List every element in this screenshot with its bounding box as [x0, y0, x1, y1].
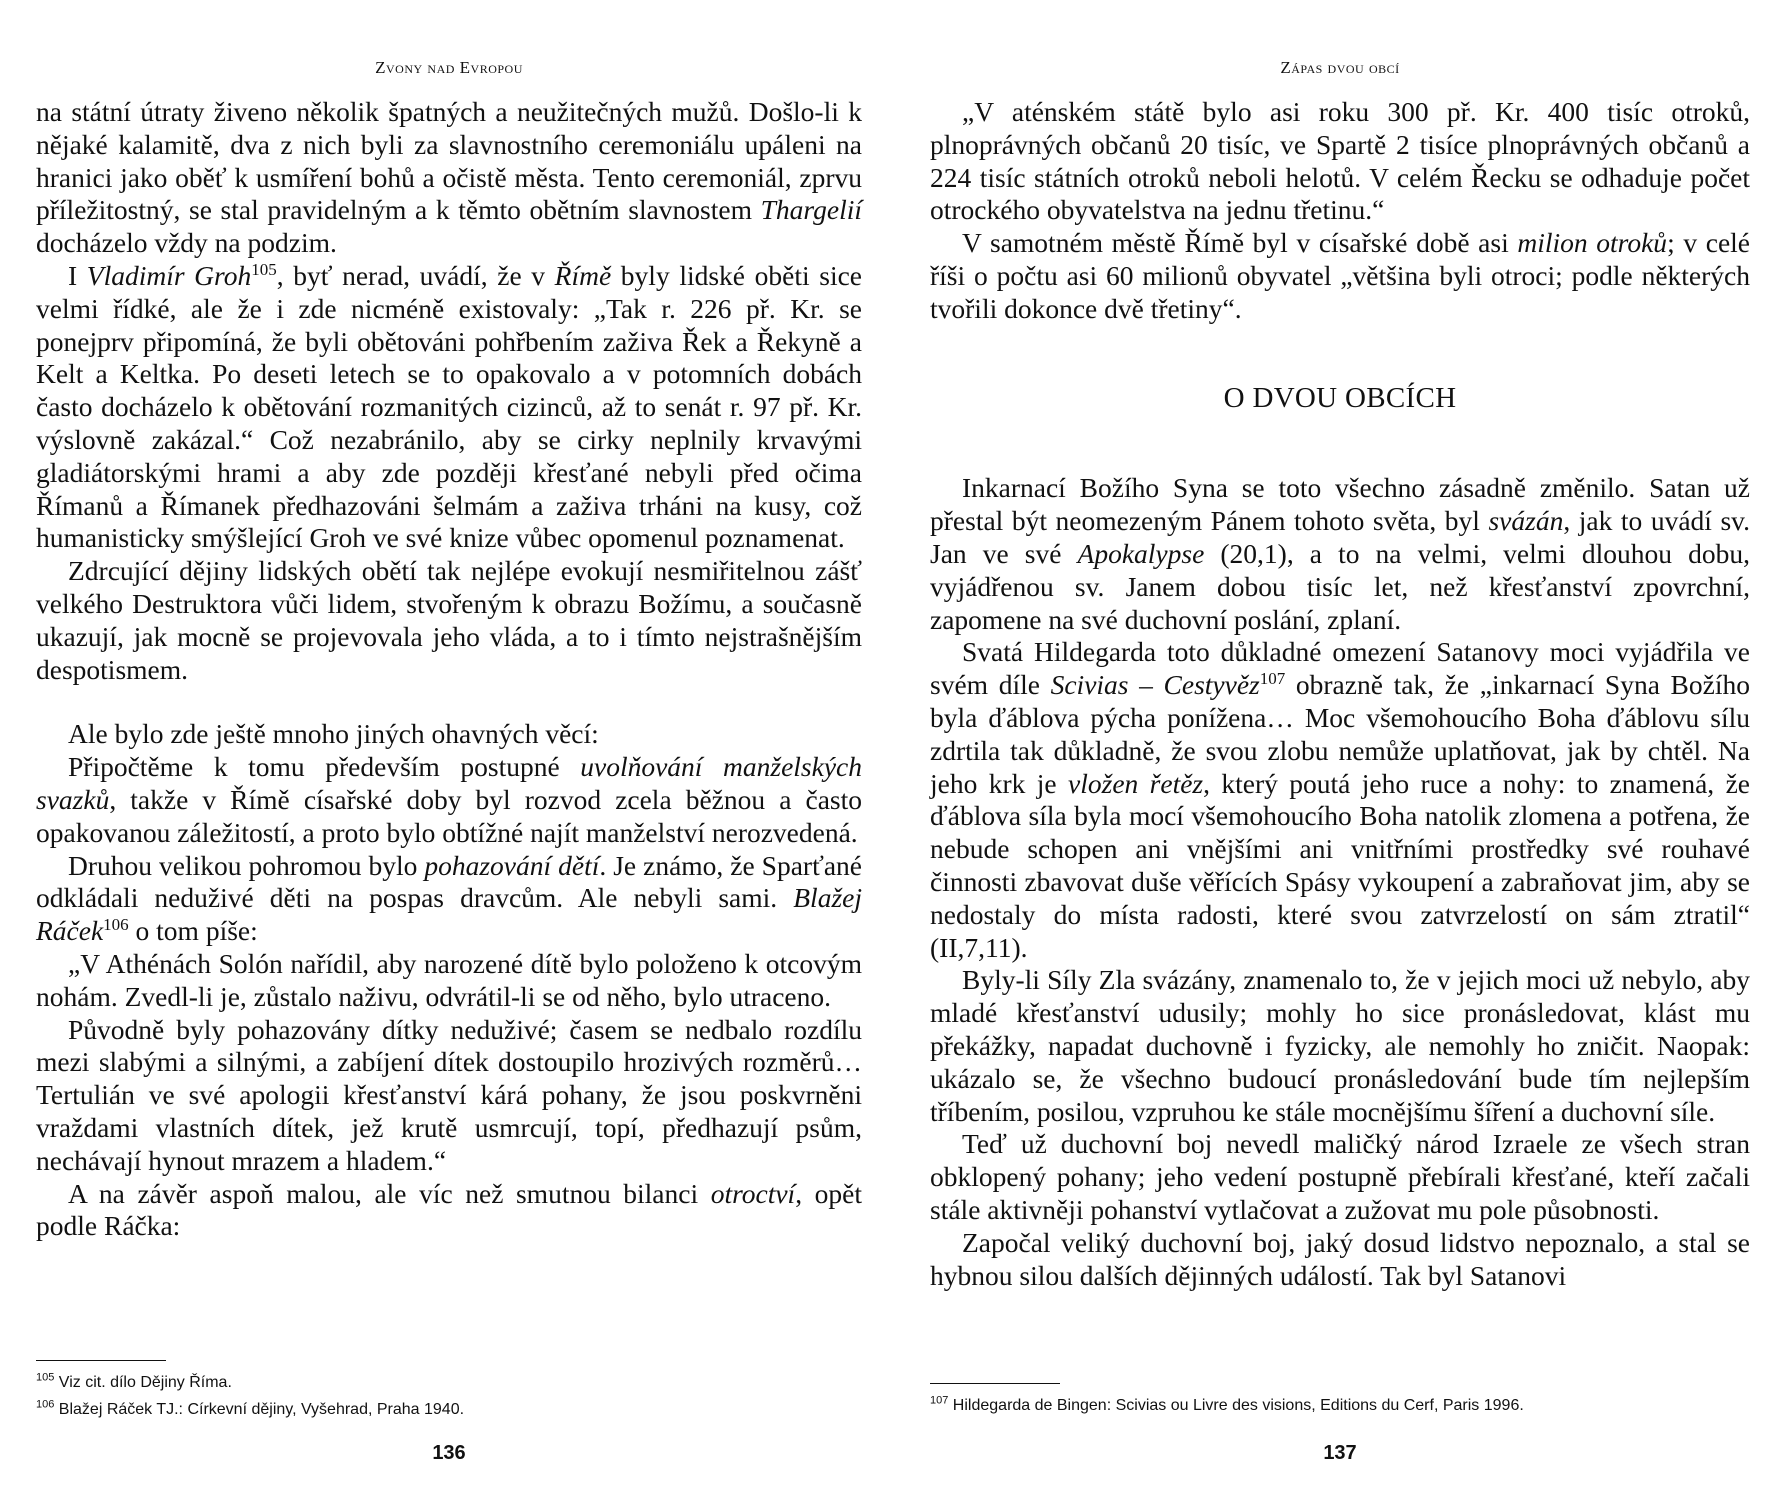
paragraph: A na závěr aspoň malou, ale víc než smutnou bilanci otroctví, opět podle Ráčka: [36, 1177, 862, 1242]
page-number: 136 [432, 1442, 466, 1464]
footnote-ref: 106 [103, 914, 129, 934]
running-head: Zápas dvou obcí [1280, 58, 1400, 77]
footnote-rule [930, 1383, 1060, 1384]
left-page [36, 0, 862, 1500]
footnote: $^{106}$ Blažej Ráček TJ.: Církevní dějiny, Vyšehrad, Praha 1940. [36, 1398, 465, 1418]
paragraph: Zdrcující dějiny lidských obětí tak nejlépe evokují nesmiřitelnou zášť velkého Destruktora vůči lidem, stvořeným k obrazu Božímu, a současně ukazují, jak mocně se projevovala jeho vláda, a to i tímto nejstrašnějším despotismem. [36, 555, 862, 685]
paragraph: Inkarnací Božího Syna se toto všechno zásadně změnilo. Satan už přestal být neomezeným Pánem tohoto světa, byl svázán, jak to uvádí sv. Jan ve své Apokalypse (20,1), a to na velmi, velmi dlouhou dobu, vyjádřenou sv. Janem dobou tisíc let, než křesťanství zpovrchní, zapomene na své duchovní poslání, zplaní. [930, 472, 1750, 635]
body-text [930, 96, 1750, 1292]
right-page [930, 0, 1750, 1500]
paragraph: Byly-li Síly Zla svázány, znamenalo to, že v jejich moci už nebylo, aby mladé křesťanství udusily; mohly ho sice pronásledovat, klást mu překážky, napadat duchovně i fyzicky, ale nemohly ho zničit. Naopak: ukázalo se, že všechno budoucí pronásledování bude tím nejlepším tříbením, posilou, vzpruhou ke stále mocnějšímu šíření a duchovní síle. [930, 964, 1750, 1127]
page-number: 137 [1323, 1442, 1357, 1464]
paragraph: I Vladimír Groh$^{105}$, byť nerad, uvádí, že v Římě byly lidské oběti sice velmi řídké, ale že i zde nicméně existovaly: „Tak r. 226 př. Kr. se ponejprv připomíná, že byli obětováni pohřbením zaživa Řek a Řekyně a Kelt a Keltka. Po deseti letech se to opakovalo a v potomních dobách často docházelo k obětování rozmanitých cizinců, až to senát r. 97 př. Kr. výslovně zakázal.“ Což nezabránilo, aby se cirky neplnily krvavými gladiátorskými hrami a aby zde později křesťané nebyli před očima Římanů a Římanek předhazováni šelmám a zaživa trháni na kusy, což humanisticky smýšlející Groh ve své knize vůbec opomenul poznamenat. [36, 259, 862, 554]
footnotes [930, 1383, 1750, 1419]
running-head: Zvony nad Evropou [375, 58, 523, 77]
quote-paragraph: „V Athénách Solón nařídil, aby narozené dítě bylo položeno k otcovým nohám. Zvedl-li je, zůstalo naživu, odvrátil-li se od něho, bylo utraceno. [36, 947, 862, 1012]
body-text [36, 96, 862, 1243]
quote-paragraph: „V aténském státě bylo asi roku 300 př. Kr. 400 tisíc otroků, plnoprávných občanů 20 tisíc, ve Spartě 2 tisíce plnoprávných občanů a 224 tisíc státních otroků neboli helotů. V celém Řecku se odhaduje počet otrockého obyvatelstva na jednu třetinu.“ [930, 96, 1750, 226]
paragraph: Připočtěme k tomu především postupné uvolňování manželských svazků, takže v Římě císařské doby byl rozvod zcela běžnou a často opakovanou záležitostí, a proto bylo obtížné najít manželství nerozvedená. [36, 751, 862, 848]
section-heading: O DVOU OBCÍCH [1223, 381, 1457, 414]
paragraph: Ale bylo zde ještě mnoho jiných ohavných věcí: [68, 718, 599, 750]
paragraph: V samotném městě Římě byl v císařské době asi milion otroků; v celé říši o počtu asi 60 milionů obyvatel „většina byli otroci; podle některých tvořili dokonce dvě třetiny“. [930, 227, 1750, 324]
footnotes [36, 1360, 862, 1423]
paragraph: Svatá Hildegarda toto důkladné omezení Satanovy moci vyjádřila ve svém díle Scivias – Cestyvěz$^{107}$ obrazně tak, že „inkarnací Syna Božího byla ďáblova pýcha ponížena… Moc všemohoucího Boha ďáblovu sílu zdrtila tak důkladně, že svou zlobu nemůže uplatňovat, jak by chtěl. Na jeho krk je vložen řetěz, který poutá jeho ruce a nohy: to znamená, že ďáblova síla byla mocí všemohoucího Boha natolik zlomena a potřena, že nebude schopen ani vnějšími ani vnitřními prostředky své rouhavé činnosti zbavovat duše věřících Spásy vykoupení a zabraňovat jim, aby se nedostaly do místa radosti, které svou zatvrzelostí on sám ztratil“ (II,7,11). [930, 636, 1750, 963]
paragraph: Započal veliký duchovní boj, jaký dosud lidstvo nepoznalo, a stal se hybnou silou dalších dějinných událostí. Tak byl Satanovi [930, 1226, 1750, 1291]
footnote-ref: 105 [251, 259, 277, 279]
footnote-rule [36, 1360, 166, 1361]
paragraph: Druhou velikou pohromou bylo pohazování dětí. Je známo, že Sparťané odkládali neduživé děti na pospas dravcům. Ale nebyli sami. Blažej Ráček$^{106}$ o tom píše: [36, 849, 862, 947]
paragraph: Teď už duchovní boj nevedl maličký národ Izraele ze všech stran obklopený pohany; jeho vedení postupně přebírali křesťané, kteří začali stále aktivněji pohanství vytlačovat a zužovat mu pole působnosti. [930, 1128, 1750, 1225]
footnote-ref: 107 [1259, 669, 1286, 688]
paragraph: na státní útraty živeno několik špatných a neužitečných mužů. Došlo-li k nějaké kalamitě, dva z nich byli za slavnostního ceremoniálu upáleni na hranici jako oběť k usmíření bohů a očistě města. Tento ceremoniál, zprvu příležitostný, se stal pravidelným a k těmto obětním slavnostem Thargelií docházelo vždy na podzim. [36, 96, 862, 259]
quote-paragraph: Původně byly pohazovány dítky neduživé; časem se nedbalo rozdílu mezi slabými a silnými, a zabíjení dítek dostoupilo hrozivých rozměrů… Tertulián ve své apologii křesťanství kárá pohany, že jsou poskvrněni vraždami vlastních dítek, jež krutě usmrcují, topí, předhazují psům, nechávají hynout mrazem a hladem.“ [36, 1013, 862, 1176]
footnote: $^{107}$ Hildegarda de Bingen: Scivias ou Livre des visions, Editions du Cerf, Paris 1996. [930, 1394, 1524, 1414]
footnote: $^{105}$ Viz cit. dílo Dějiny Říma. [36, 1371, 232, 1391]
